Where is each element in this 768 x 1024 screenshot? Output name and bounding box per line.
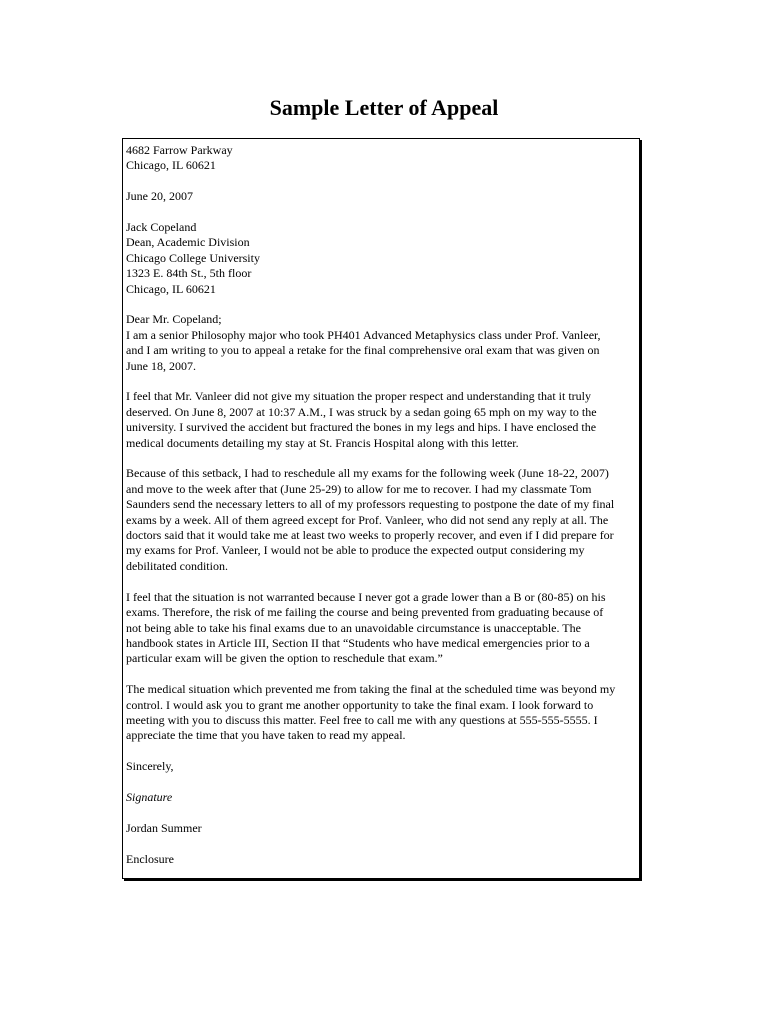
sender-address — [126, 143, 636, 174]
paragraph-reschedule — [126, 466, 636, 574]
sender-address-line: Chicago, IL 60621 — [126, 158, 216, 173]
paragraph-line: not being able to take his final exams due to an unavoidable circumstance is unacceptable. The — [126, 620, 581, 635]
paragraph-accident — [126, 389, 636, 451]
paragraph-request — [126, 682, 636, 744]
letter-date — [126, 189, 636, 204]
recipient-address — [126, 220, 636, 297]
paragraph-grades — [126, 590, 636, 667]
paragraph-line: university. I survived the accident but fractured the bones in my legs and hips. I have enclosed the — [126, 420, 597, 435]
paragraph-line: particular exam will be given the option to reschedule that exam.” — [126, 651, 443, 666]
paragraph-line: my exams for Prof. Vanleer, I would not be able to produce the expected output considering my — [126, 543, 585, 558]
paragraph-line: medical documents detailing my stay at St. Francis Hospital along with this letter. — [126, 435, 519, 450]
paragraph-line: I feel that the situation is not warranted because I never got a grade lower than a B or (80-85) on his — [126, 589, 606, 604]
recipient-line: Dean, Academic Division — [126, 235, 250, 250]
paragraph-line: Saunders send the necessary letters to all of my professors requesting to postpone the date of my final — [126, 497, 615, 512]
salutation: Dear Mr. Copeland; — [126, 312, 222, 327]
letter-box — [122, 138, 640, 879]
paragraph-line: and move to the week after that (June 25-29) to allow for me to recover. I had my classmate Tom — [126, 481, 592, 496]
enclosure-block — [126, 852, 636, 867]
paragraph-line: doctors said that it would take me at least two weeks to properly recover, and even if I did prepare for — [126, 528, 614, 543]
recipient-line: Chicago College University — [126, 250, 260, 265]
closing-text: Sincerely, — [126, 759, 174, 774]
paragraph-line: The medical situation which prevented me from taking the final at the scheduled time was beyond my — [126, 682, 616, 697]
date-text: June 20, 2007 — [126, 189, 193, 204]
document-title: Sample Letter of Appeal — [269, 95, 499, 120]
sender-name-block — [126, 821, 636, 836]
sender-address-line: 4682 Farrow Parkway — [126, 143, 233, 157]
paragraph-line: I feel that Mr. Vanleer did not give my situation the proper respect and understanding that it truly — [126, 389, 591, 404]
recipient-line: 1323 E. 84th St., 5th floor — [126, 266, 252, 281]
paragraph-line: debilitated condition. — [126, 558, 228, 573]
paragraph-line: deserved. On June 8, 2007 at 10:37 A.M., I was struck by a sedan going 65 mph on my way to the — [126, 404, 597, 419]
paragraph-line: June 18, 2007. — [126, 358, 196, 373]
paragraph-line: and I am writing to you to appeal a retake for the final comprehensive oral exam that was given on — [126, 343, 600, 358]
paragraph-line: exams. Therefore, the risk of me failing the course and being prevented from graduating because of — [126, 605, 604, 620]
recipient-line: Chicago, IL 60621 — [126, 281, 216, 296]
paragraph-line: Because of this setback, I had to reschedule all my exams for the following week (June 18-22, 2007) — [126, 466, 609, 481]
signature-text: Signature — [126, 789, 173, 804]
paragraph-line: control. I would ask you to grant me another opportunity to take the final exam. I look forward to — [126, 697, 594, 712]
paragraph-line: appreciate the time that you have taken to read my appeal. — [126, 728, 406, 743]
paragraph-line: I am a senior Philosophy major who took PH401 Advanced Metaphysics class under Prof. Vanleer, — [126, 327, 601, 342]
paragraph-line: meeting with you to discuss this matter. Feel free to call me with any questions at 555-555-5555. I — [126, 712, 598, 727]
closing — [126, 759, 636, 774]
sender-name: Jordan Summer — [126, 820, 202, 835]
recipient-line: Jack Copeland — [126, 220, 197, 234]
enclosure-text: Enclosure — [126, 851, 174, 866]
paragraph-line: handbook states in Article III, Section II that “Students who have medical emergencies prior to a — [126, 635, 590, 650]
paragraph-line: exams by a week. All of them agreed except for Prof. Vanleer, who did not send any reply at all. The — [126, 512, 609, 527]
salutation-and-intro — [126, 312, 636, 374]
signature-block — [126, 790, 636, 805]
